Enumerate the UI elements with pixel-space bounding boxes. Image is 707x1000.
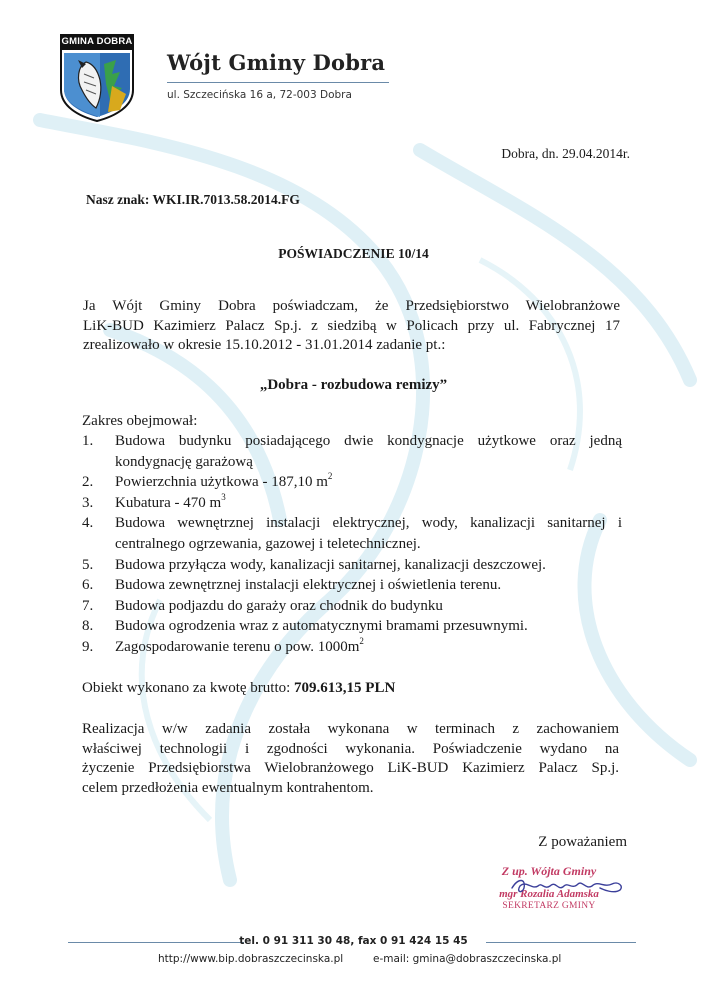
scope-label: Zakres obejmował: xyxy=(82,413,198,429)
list-item xyxy=(82,637,622,658)
item-text: Budowa przyłącza wody, kanalizacji sanitarnej, kanalizacji deszczowej. xyxy=(115,556,546,573)
item-text: Zagospodarowanie terenu o pow. 1000m xyxy=(115,638,360,655)
item-number: 6. xyxy=(82,577,94,594)
item-text-wrap xyxy=(115,493,622,514)
item-text-wrap xyxy=(115,637,622,658)
stamp-title-line: SEKRETARZ GMINY xyxy=(502,901,596,911)
reference-number: Nasz znak: WKI.IR.7013.58.2014.FG xyxy=(86,192,300,207)
item-text: Kubatura - 470 m xyxy=(115,494,222,511)
item-superscript: 2 xyxy=(327,471,333,482)
item-text-wrap xyxy=(115,472,622,493)
list-item xyxy=(82,616,622,637)
municipality-crest xyxy=(60,34,134,122)
item-text: Budowa ogrodzenia wraz z automatycznymi bramami przesuwnymi. xyxy=(115,618,528,635)
stamp-name-line: mgr Rozalia Adamska xyxy=(499,888,599,900)
closing-line: życzenie Przedsiębiorstwa Wielobranżowego LiK-BUD Kazimierz Palacz Sp.j. xyxy=(82,760,619,776)
item-text: Budowa budynku posiadającego dwie kondygnacje użytkowe oraz jedną kondygnację garażową xyxy=(115,433,622,470)
list-item xyxy=(82,575,622,596)
item-text: Budowa podjazdu do garaży oraz chodnik do budynku xyxy=(115,597,443,614)
item-number: 3. xyxy=(82,494,94,511)
letterhead-title: Wójt Gminy Dobra xyxy=(167,50,386,75)
list-item xyxy=(82,472,622,493)
document-date: Dobra, dn. 29.04.2014r. xyxy=(501,146,630,161)
intro-paragraph xyxy=(83,297,620,356)
intro-line: LiK-BUD Kazimierz Palacz Sp.j. z siedzibą w Policach przy ul. Fabrycznej 17 xyxy=(83,317,620,334)
document-heading: POŚWIADCZENIE 10/14 xyxy=(278,246,429,261)
item-number: 8. xyxy=(82,618,94,635)
stamp-authority-line: Z up. Wójta Gminy xyxy=(501,864,597,878)
footer-phone: tel. 0 91 311 30 48, fax 0 91 424 15 45 xyxy=(239,935,468,947)
footer-website: http://www.bip.dobraszczecinska.pl xyxy=(158,953,344,965)
letterhead-address: ul. Szczecińska 16 a, 72-003 Dobra xyxy=(167,89,352,101)
item-text: Powierzchnia użytkowa - 187,10 m xyxy=(115,474,328,491)
closing-line: celem przedłożenia ewentualnym kontrahentom. xyxy=(82,779,374,796)
scope-list xyxy=(82,431,622,658)
letterhead-divider xyxy=(167,82,389,83)
item-superscript: 2 xyxy=(359,635,364,646)
closing-paragraph xyxy=(82,720,619,798)
item-superscript: 3 xyxy=(221,491,226,502)
footer-email: e-mail: gmina@dobraszczecinska.pl xyxy=(373,953,562,965)
item-text: Budowa wewnętrznej instalacji elektrycznej, wody, kanalizacji sanitarnej i centralnego ogrzewania, gazowej i teletechnicznej. xyxy=(115,515,622,552)
crest-label: GMINA DOBRA xyxy=(60,34,134,50)
list-item xyxy=(82,555,622,576)
list-item xyxy=(82,431,622,472)
closing-line: właściwej technologii i zgodności wykonania. Poświadczenie wydano na xyxy=(82,740,619,757)
item-text: Budowa zewnętrznej instalacji elektrycznej i oświetlenia terenu. xyxy=(115,577,502,594)
item-number: 1. xyxy=(82,433,94,449)
item-number: 4. xyxy=(82,515,94,532)
list-item xyxy=(82,493,622,514)
cost-label: Obiekt wykonano za kwotę brutto: xyxy=(82,680,295,696)
project-title: „Dobra - rozbudowa remizy” xyxy=(259,377,448,393)
list-item xyxy=(82,513,622,554)
item-number: 7. xyxy=(82,597,94,614)
item-number: 2. xyxy=(82,474,94,491)
intro-line: zrealizowało w okresie 15.10.2012 - 31.01.2014 zadanie pt.: xyxy=(83,337,446,353)
item-number: 9. xyxy=(82,638,94,655)
intro-line: Ja Wójt Gminy Dobra poświadczam, że Przedsiębiorstwo Wielobranżowe xyxy=(83,298,620,314)
list-item xyxy=(82,596,622,617)
cost-line xyxy=(82,680,395,697)
item-number: 5. xyxy=(82,556,94,573)
handwritten-signature xyxy=(508,872,628,898)
closing-line: Realizacja w/w zadania została wykonana w terminach z zachowaniem xyxy=(82,721,619,737)
cost-amount: 709.613,15 PLN xyxy=(294,680,396,696)
closing-salutation: Z poważaniem xyxy=(538,834,627,850)
